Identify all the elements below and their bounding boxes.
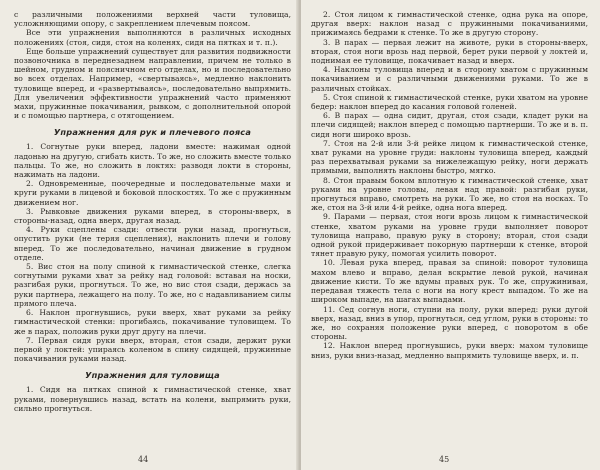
- exercise-item: 1. Сидя на пятках спиной к гимнастической стенке, хват руками, повернувшись назад, встать на колени, выпрямить руки, сильно прогнуться.: [14, 385, 291, 413]
- exercise-item: 2. Стоя лицом к гимнастической стенке, одна рука на опоре, другая вверх: наклон назад с пружинными покачиваниями, прижимаясь бедрами к стенке. То же в другую сторону.: [311, 10, 588, 38]
- exercise-item: 6. Наклон прогнувшись, руки вверх, хват руками за рейку гимнастической стенки: прогибаясь, покачивание туловищем. То же в парах, положив руки друг другу на плечи.: [14, 308, 291, 336]
- exercise-item: 10. Левая рука вперед, правая за спиной: поворот туловища махом влево и вправо, делая вскрытие левой рукой, начиная движение кисти. То же вдумы правых рук. То же, спружинивая, передавая тяжесть тела с ноги на ногу крест выпадом. То же на широком выпаде, на шагах выпадами.: [311, 258, 588, 305]
- section-heading-trunk: Упражнения для туловища: [85, 370, 220, 381]
- exercise-item: 7. Первая сидя руки вверх, вторая, стоя сзади, держит руки первой у локтей: упираясь коленом в спину сидящей, пружинные покачивания руками назад.: [14, 335, 291, 364]
- exercise-item: 12. Наклон вперед прогнувшись, руки вверх: махом туловище вниз, руки вниз-назад, медленно выпрямить туловище вверх, и. п.: [311, 341, 588, 360]
- paragraph: Все эти упражнения выполняются в различных исходных положениях (стоя, сидя, стоя на коленях, сидя на пятках и т. п.).: [14, 28, 291, 47]
- exercise-item: 5. Стоя спиной к гимнастической стенке, руки хватом на уровне бедер: наклон вперед до касания головой голеней.: [311, 92, 588, 112]
- exercise-item: 6. В парах — одна сидит, другая, стоя сзади, кладет руки на плечи сидящей; наклон вперед с помощью партнерши. То же и в. п. сидя ноги широко врозь.: [311, 111, 588, 139]
- exercise-item: 11. Сед согнув ноги, ступни на полу, руки вперед: руки дугой вверх, назад, вниз в упор, прогнуться, сед углом, руки в стороны: то же, но сохраняя положение руки вперед, с поворотом в обе стороны.: [311, 304, 588, 342]
- page-number-left: 44: [138, 455, 149, 464]
- exercise-item: 2. Одновременные, поочередные и последовательные махи и круги руками в лицевой и боковой плоскостях. То же с пружинным движением ног.: [14, 179, 291, 207]
- paragraph: с различными положениями верхней части туловища, усложняющими опору, с закреплением плечевым поясом.: [14, 10, 291, 29]
- right-page: [301, 0, 600, 470]
- exercise-item: 7. Стоя на 2-й или 3-й рейке лицом к гимнастической стенке, хват руками на уровне груди: наклоны туловища вперед, каждый раз перехватывая руками за нижележащую рейку, ноги держать прямыми, выполнять наклоны быстро, мягко.: [311, 138, 588, 176]
- exercise-item: 4. Наклоны туловища вперед и в сторону хватом с пружинным покачиванием и с различными движениями руками. То же в различных стойках.: [311, 65, 588, 93]
- exercise-item: 3. Рывковые движения руками вперед, в стороны-вверх, в стороны-назад, одна вверх, другая назад.: [14, 206, 291, 226]
- exercise-item: 5. Вис стоя на полу спиной к гимнастической стенке, слегка согнутыми руками хват за рейку над головой: вставая на носки, разгибая руки, прогнуться. То же, но вис стоя сзади, держась за руки партнера, лежащего на полу. То же, но с надавливанием силы прямого плеча.: [14, 262, 291, 308]
- left-page: [0, 0, 299, 470]
- exercise-item: 8. Стоя правым боком вплотную к гимнастической стенке, хват руками на уровне головы, левая над правой: разгибая руки, прогнуться вправо, смотреть на руки. То же, но стоя на носках. То же, стоя на 3-й или 4-й рейке, одна нога вперед.: [311, 175, 588, 213]
- paragraph: Еще больше упражнений существует для развития подвижности позвоночника в переднезаднем направлении, причем не только в шейном, грудном и поясничном его отделах, но и последовательно во всех отделах. Например, «свертываясь», медленно наклонить туловище вперед, и «развертываясь», последовательно выпрямить. Для увеличения эффективности упражнений часто применяют махи, пружинные покачивания, рывком, с дополнительной опорой и с помощью партнера, с отягощением.: [14, 46, 291, 121]
- section-heading-arms: Упражнения для рук и плечевого пояса: [53, 127, 252, 138]
- exercise-item: 4. Руки сцеплены сзади: отвести руки назад, прогнуться, опустить руки (не теряя сцепления), наклонить плечи и голову вперед. То же последовательно, начиная движение в грудном отделе.: [14, 225, 291, 262]
- page-number-right: 45: [439, 455, 450, 464]
- exercise-item: 1. Согнутые руки вперед, ладони вместе: нажимая одной ладонью на другую, сгибать кисть. То же, но сложить вместе только пальцы. То же, но сложить в локтях: разводя локти в стороны, нажимать на ладони.: [14, 142, 292, 180]
- exercise-item: 9. Парами — первая, стоя ноги врозь лицом к гимнастической стенке, хватом руками на уровне груди выполняет поворот туловища направо, правую руку в сторону; вторая, стоя сзади одной рукой придерживает покорную партнерши к стенке, второй тянет правую руку, помогая усилить поворот.: [311, 212, 588, 259]
- exercise-item: 3. В парах — первая лежит на животе, руки в стороны-вверх, вторая, стоя ноги врозь над первой, берет руки первой у локтей и, поднимая ее туловище, покачивает назад и вверх.: [311, 37, 588, 66]
